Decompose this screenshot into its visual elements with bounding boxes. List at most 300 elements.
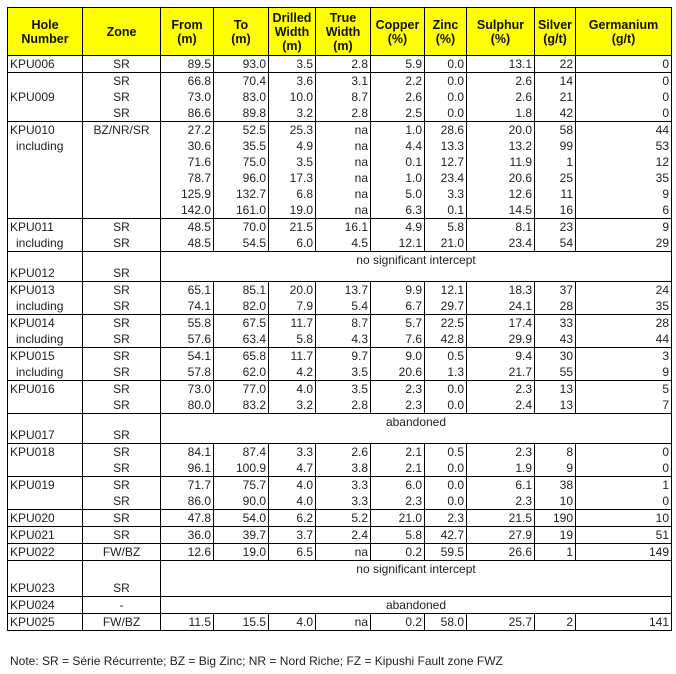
value-cell: 0 bbox=[576, 105, 672, 122]
value-cell: 13 bbox=[535, 381, 576, 398]
value-cell: na bbox=[316, 138, 371, 154]
value-cell: 3 bbox=[576, 348, 672, 365]
table-row bbox=[8, 105, 672, 122]
zone-cell: SR bbox=[83, 315, 161, 332]
value-cell: 2.2 bbox=[371, 73, 425, 90]
value-cell: 1.0 bbox=[371, 122, 425, 139]
value-cell: 74.1 bbox=[161, 298, 214, 315]
value-cell: 17.3 bbox=[269, 170, 316, 186]
zone-cell: SR bbox=[83, 219, 161, 236]
value-cell: 85.1 bbox=[214, 282, 269, 299]
value-cell: 4.9 bbox=[371, 219, 425, 236]
zone-cell: SR bbox=[83, 235, 161, 252]
value-cell: 42.8 bbox=[425, 331, 467, 348]
value-cell: 19.0 bbox=[214, 544, 269, 561]
zone-cell: - bbox=[83, 597, 161, 614]
value-cell: 190 bbox=[535, 510, 576, 527]
value-cell: 21.5 bbox=[467, 510, 535, 527]
value-cell: 21.0 bbox=[425, 235, 467, 252]
table-row bbox=[8, 219, 672, 236]
value-cell: 75.7 bbox=[214, 477, 269, 494]
value-cell: 2.8 bbox=[316, 397, 371, 414]
value-cell: 16.1 bbox=[316, 219, 371, 236]
value-cell: 12.1 bbox=[371, 235, 425, 252]
zone-cell: SR bbox=[83, 381, 161, 398]
value-cell: 6.2 bbox=[269, 510, 316, 527]
value-cell: 3.2 bbox=[269, 397, 316, 414]
value-cell: 4.4 bbox=[371, 138, 425, 154]
value-cell: 6.3 bbox=[371, 202, 425, 219]
hole-number-cell: KPU011 bbox=[8, 219, 83, 236]
table-row bbox=[8, 460, 672, 477]
value-cell: 0.5 bbox=[425, 348, 467, 365]
value-cell: 52.5 bbox=[214, 122, 269, 139]
table-row bbox=[8, 122, 672, 139]
value-cell: 6.8 bbox=[269, 186, 316, 202]
value-cell: 54 bbox=[535, 235, 576, 252]
column-header: True Width (m) bbox=[316, 8, 371, 56]
value-cell: 4.2 bbox=[269, 364, 316, 381]
value-cell: 4.5 bbox=[316, 235, 371, 252]
table-row bbox=[8, 298, 672, 315]
table-row bbox=[8, 138, 672, 154]
zone-cell: SR bbox=[83, 331, 161, 348]
value-cell: 28 bbox=[576, 315, 672, 332]
value-cell: 27.2 bbox=[161, 122, 214, 139]
value-cell: 55 bbox=[535, 364, 576, 381]
value-cell: 0 bbox=[576, 56, 672, 73]
value-cell: 2.6 bbox=[467, 89, 535, 105]
value-cell: 3.3 bbox=[316, 493, 371, 510]
value-cell: 20.6 bbox=[371, 364, 425, 381]
zone-cell bbox=[83, 170, 161, 186]
zone-cell bbox=[83, 202, 161, 219]
value-cell: 21.0 bbox=[371, 510, 425, 527]
table-row bbox=[8, 348, 672, 365]
value-cell: 78.7 bbox=[161, 170, 214, 186]
table-row bbox=[8, 597, 672, 614]
value-cell: 58.0 bbox=[425, 614, 467, 631]
value-cell: 18.3 bbox=[467, 282, 535, 299]
value-cell: 20.0 bbox=[467, 122, 535, 139]
value-cell: 3.5 bbox=[269, 56, 316, 73]
value-cell: 22.5 bbox=[425, 315, 467, 332]
value-cell: 11.7 bbox=[269, 315, 316, 332]
value-cell: 0.0 bbox=[425, 56, 467, 73]
value-cell: 2.3 bbox=[467, 493, 535, 510]
value-cell: 11.7 bbox=[269, 348, 316, 365]
value-cell: 43 bbox=[535, 331, 576, 348]
value-cell: 2.3 bbox=[371, 397, 425, 414]
table-row bbox=[8, 56, 672, 73]
value-cell: 12.6 bbox=[467, 186, 535, 202]
value-cell: 21 bbox=[535, 89, 576, 105]
value-cell: 82.0 bbox=[214, 298, 269, 315]
zone-cell: SR bbox=[83, 414, 161, 444]
column-header: Zone bbox=[83, 8, 161, 56]
value-cell: 90.0 bbox=[214, 493, 269, 510]
value-cell: 6.0 bbox=[269, 235, 316, 252]
value-cell: na bbox=[316, 202, 371, 219]
zone-cell: SR bbox=[83, 298, 161, 315]
value-cell: 0.2 bbox=[371, 614, 425, 631]
hole-number-cell: KPU006 bbox=[8, 56, 83, 73]
value-cell: 14.5 bbox=[467, 202, 535, 219]
value-cell: 37 bbox=[535, 282, 576, 299]
value-cell: 3.8 bbox=[316, 460, 371, 477]
value-cell: 8.7 bbox=[316, 315, 371, 332]
value-cell: 27.9 bbox=[467, 527, 535, 544]
value-cell: 57.8 bbox=[161, 364, 214, 381]
value-cell: 1.3 bbox=[425, 364, 467, 381]
value-cell: 54.5 bbox=[214, 235, 269, 252]
value-cell: 2.3 bbox=[371, 493, 425, 510]
value-cell: 10 bbox=[535, 493, 576, 510]
value-cell: 70.0 bbox=[214, 219, 269, 236]
value-cell: 6.0 bbox=[371, 477, 425, 494]
value-cell: 13.3 bbox=[425, 138, 467, 154]
value-cell: 5.2 bbox=[316, 510, 371, 527]
table-row bbox=[8, 331, 672, 348]
value-cell: 33 bbox=[535, 315, 576, 332]
value-cell: na bbox=[316, 614, 371, 631]
value-cell: 6.5 bbox=[269, 544, 316, 561]
value-cell: 3.5 bbox=[269, 154, 316, 170]
value-cell: 58 bbox=[535, 122, 576, 139]
value-cell: 0 bbox=[576, 444, 672, 461]
value-cell: 3.7 bbox=[269, 527, 316, 544]
value-cell: 12.1 bbox=[425, 282, 467, 299]
value-cell: 0.2 bbox=[371, 544, 425, 561]
value-cell: 7.6 bbox=[371, 331, 425, 348]
hole-number-cell: KPU010 bbox=[8, 122, 83, 139]
zone-cell: SR bbox=[83, 282, 161, 299]
hole-number-cell: KPU014 bbox=[8, 315, 83, 332]
value-cell: 10.0 bbox=[269, 89, 316, 105]
column-header: To (m) bbox=[214, 8, 269, 56]
value-cell: 0 bbox=[576, 460, 672, 477]
value-cell: 96.1 bbox=[161, 460, 214, 477]
hole-number-cell bbox=[8, 105, 83, 122]
hole-number-cell: KPU016 bbox=[8, 381, 83, 398]
value-cell: 1.0 bbox=[371, 170, 425, 186]
hole-number-cell bbox=[8, 202, 83, 219]
value-cell: 53 bbox=[576, 138, 672, 154]
status-message: no significant intercept bbox=[161, 561, 672, 597]
value-cell: 86.0 bbox=[161, 493, 214, 510]
value-cell: 24.1 bbox=[467, 298, 535, 315]
value-cell: 21.5 bbox=[269, 219, 316, 236]
table-row bbox=[8, 252, 672, 282]
zone-cell: SR bbox=[83, 348, 161, 365]
value-cell: 3.2 bbox=[269, 105, 316, 122]
hole-number-cell: KPU025 bbox=[8, 614, 83, 631]
column-header: Silver (g/t) bbox=[535, 8, 576, 56]
value-cell: 12.7 bbox=[425, 154, 467, 170]
zone-cell: SR bbox=[83, 364, 161, 381]
value-cell: 59.5 bbox=[425, 544, 467, 561]
table-row bbox=[8, 154, 672, 170]
value-cell: 5.8 bbox=[269, 331, 316, 348]
value-cell: 9 bbox=[535, 460, 576, 477]
value-cell: 2.3 bbox=[425, 510, 467, 527]
value-cell: 11 bbox=[535, 186, 576, 202]
table-row bbox=[8, 202, 672, 219]
value-cell: 4.7 bbox=[269, 460, 316, 477]
hole-number-cell: KPU009 bbox=[8, 89, 83, 105]
value-cell: 4.0 bbox=[269, 493, 316, 510]
value-cell: 5.8 bbox=[425, 219, 467, 236]
value-cell: 0.0 bbox=[425, 73, 467, 90]
value-cell: 83.0 bbox=[214, 89, 269, 105]
value-cell: 13.7 bbox=[316, 282, 371, 299]
value-cell: 100.9 bbox=[214, 460, 269, 477]
value-cell: 16 bbox=[535, 202, 576, 219]
value-cell: 48.5 bbox=[161, 235, 214, 252]
hole-number-cell: including bbox=[8, 331, 83, 348]
value-cell: 3.3 bbox=[269, 444, 316, 461]
status-message: abandoned bbox=[161, 597, 672, 614]
value-cell: 25 bbox=[535, 170, 576, 186]
zone-cell: SR bbox=[83, 460, 161, 477]
value-cell: 87.4 bbox=[214, 444, 269, 461]
zone-cell: SR bbox=[83, 73, 161, 90]
value-cell: 20.6 bbox=[467, 170, 535, 186]
table-row bbox=[8, 186, 672, 202]
value-cell: 62.0 bbox=[214, 364, 269, 381]
value-cell: 35.5 bbox=[214, 138, 269, 154]
value-cell: 3.3 bbox=[425, 186, 467, 202]
value-cell: 44 bbox=[576, 122, 672, 139]
value-cell: 9.9 bbox=[371, 282, 425, 299]
table-row bbox=[8, 73, 672, 90]
value-cell: na bbox=[316, 170, 371, 186]
value-cell: 2.8 bbox=[316, 56, 371, 73]
value-cell: 142.0 bbox=[161, 202, 214, 219]
value-cell: 89.8 bbox=[214, 105, 269, 122]
hole-number-cell: KPU020 bbox=[8, 510, 83, 527]
zone-cell: SR bbox=[83, 56, 161, 73]
hole-number-cell: including bbox=[8, 364, 83, 381]
value-cell: 2.3 bbox=[467, 381, 535, 398]
value-cell: 0 bbox=[576, 89, 672, 105]
hole-number-cell: KPU024 bbox=[8, 597, 83, 614]
value-cell: 9 bbox=[576, 186, 672, 202]
hole-number-cell: KPU023 bbox=[8, 561, 83, 597]
hole-number-cell: KPU012 bbox=[8, 252, 83, 282]
value-cell: 0.1 bbox=[425, 202, 467, 219]
zone-cell: SR bbox=[83, 561, 161, 597]
value-cell: 63.4 bbox=[214, 331, 269, 348]
value-cell: 3.3 bbox=[316, 477, 371, 494]
value-cell: 15.5 bbox=[214, 614, 269, 631]
zone-cell: BZ/NR/SR bbox=[83, 122, 161, 139]
value-cell: 9.7 bbox=[316, 348, 371, 365]
value-cell: 2.6 bbox=[371, 89, 425, 105]
value-cell: 80.0 bbox=[161, 397, 214, 414]
zone-cell: SR bbox=[83, 527, 161, 544]
table-row bbox=[8, 510, 672, 527]
value-cell: 83.2 bbox=[214, 397, 269, 414]
value-cell: 67.5 bbox=[214, 315, 269, 332]
table-row bbox=[8, 414, 672, 444]
hole-number-cell: KPU018 bbox=[8, 444, 83, 461]
value-cell: 2.4 bbox=[467, 397, 535, 414]
zone-cell bbox=[83, 186, 161, 202]
value-cell: 2.1 bbox=[371, 460, 425, 477]
value-cell: 39.7 bbox=[214, 527, 269, 544]
value-cell: 9.0 bbox=[371, 348, 425, 365]
value-cell: 2.4 bbox=[316, 527, 371, 544]
hole-number-cell: KPU017 bbox=[8, 414, 83, 444]
value-cell: 42.7 bbox=[425, 527, 467, 544]
value-cell: na bbox=[316, 154, 371, 170]
status-message: abandoned bbox=[161, 414, 672, 444]
table-row bbox=[8, 364, 672, 381]
value-cell: 17.4 bbox=[467, 315, 535, 332]
value-cell: 8.1 bbox=[467, 219, 535, 236]
value-cell: 51 bbox=[576, 527, 672, 544]
value-cell: 0.5 bbox=[425, 444, 467, 461]
hole-number-cell: KPU013 bbox=[8, 282, 83, 299]
header-row bbox=[8, 8, 672, 56]
table-row bbox=[8, 444, 672, 461]
value-cell: 125.9 bbox=[161, 186, 214, 202]
zone-cell: SR bbox=[83, 444, 161, 461]
value-cell: 93.0 bbox=[214, 56, 269, 73]
value-cell: 4.0 bbox=[269, 381, 316, 398]
value-cell: 29.7 bbox=[425, 298, 467, 315]
value-cell: 1 bbox=[535, 154, 576, 170]
value-cell: 4.0 bbox=[269, 477, 316, 494]
value-cell: 11.5 bbox=[161, 614, 214, 631]
value-cell: 5.4 bbox=[316, 298, 371, 315]
value-cell: 0.0 bbox=[425, 105, 467, 122]
column-header: Sulphur (%) bbox=[467, 8, 535, 56]
value-cell: 8.7 bbox=[316, 89, 371, 105]
value-cell: 5.9 bbox=[371, 56, 425, 73]
value-cell: 44 bbox=[576, 331, 672, 348]
zone-cell bbox=[83, 138, 161, 154]
zone-cell: SR bbox=[83, 397, 161, 414]
value-cell: 71.7 bbox=[161, 477, 214, 494]
hole-number-cell: including bbox=[8, 298, 83, 315]
hole-number-cell: KPU022 bbox=[8, 544, 83, 561]
column-header: Zinc (%) bbox=[425, 8, 467, 56]
table-row bbox=[8, 493, 672, 510]
value-cell: 5.7 bbox=[371, 315, 425, 332]
value-cell: 1 bbox=[535, 544, 576, 561]
hole-number-cell bbox=[8, 460, 83, 477]
value-cell: 89.5 bbox=[161, 56, 214, 73]
zone-cell: SR bbox=[83, 89, 161, 105]
value-cell: 84.1 bbox=[161, 444, 214, 461]
value-cell: 6.1 bbox=[467, 477, 535, 494]
value-cell: 132.7 bbox=[214, 186, 269, 202]
value-cell: 86.6 bbox=[161, 105, 214, 122]
hole-number-cell bbox=[8, 73, 83, 90]
value-cell: 5.0 bbox=[371, 186, 425, 202]
footnote: Note: SR = Série Récurrente; BZ = Big Zinc; NR = Nord Riche; FZ = Kipushi Fault zone FWZ bbox=[10, 654, 503, 668]
value-cell: 13.1 bbox=[467, 56, 535, 73]
table-row bbox=[8, 397, 672, 414]
value-cell: 54.1 bbox=[161, 348, 214, 365]
value-cell: 3.5 bbox=[316, 364, 371, 381]
value-cell: 8 bbox=[535, 444, 576, 461]
hole-number-cell bbox=[8, 186, 83, 202]
value-cell: 7 bbox=[576, 397, 672, 414]
value-cell: 0.0 bbox=[425, 381, 467, 398]
zone-cell: FW/BZ bbox=[83, 544, 161, 561]
hole-number-cell bbox=[8, 493, 83, 510]
value-cell: 26.6 bbox=[467, 544, 535, 561]
value-cell: 0.0 bbox=[425, 397, 467, 414]
value-cell: 21.7 bbox=[467, 364, 535, 381]
value-cell: 0.0 bbox=[425, 89, 467, 105]
value-cell: 23.4 bbox=[467, 235, 535, 252]
value-cell: na bbox=[316, 186, 371, 202]
zone-cell: SR bbox=[83, 493, 161, 510]
value-cell: 73.0 bbox=[161, 89, 214, 105]
table-row bbox=[8, 614, 672, 631]
value-cell: 35 bbox=[576, 170, 672, 186]
hole-number-cell: including bbox=[8, 235, 83, 252]
table-row bbox=[8, 315, 672, 332]
status-message: no significant intercept bbox=[161, 252, 672, 282]
value-cell: 6.7 bbox=[371, 298, 425, 315]
value-cell: 38 bbox=[535, 477, 576, 494]
value-cell: 30 bbox=[535, 348, 576, 365]
value-cell: 5.8 bbox=[371, 527, 425, 544]
value-cell: 0 bbox=[576, 493, 672, 510]
value-cell: 1.8 bbox=[467, 105, 535, 122]
hole-number-cell bbox=[8, 170, 83, 186]
value-cell: 14 bbox=[535, 73, 576, 90]
table-row bbox=[8, 235, 672, 252]
value-cell: 12 bbox=[576, 154, 672, 170]
value-cell: 29.9 bbox=[467, 331, 535, 348]
column-header: Hole Number bbox=[8, 8, 83, 56]
value-cell: 28 bbox=[535, 298, 576, 315]
value-cell: 12.6 bbox=[161, 544, 214, 561]
value-cell: 19.0 bbox=[269, 202, 316, 219]
value-cell: 23 bbox=[535, 219, 576, 236]
value-cell: 57.6 bbox=[161, 331, 214, 348]
hole-number-cell: including bbox=[8, 138, 83, 154]
value-cell: 25.7 bbox=[467, 614, 535, 631]
value-cell: 161.0 bbox=[214, 202, 269, 219]
value-cell: 70.4 bbox=[214, 73, 269, 90]
zone-cell: SR bbox=[83, 252, 161, 282]
value-cell: 3.6 bbox=[269, 73, 316, 90]
value-cell: 48.5 bbox=[161, 219, 214, 236]
value-cell: 0.0 bbox=[425, 493, 467, 510]
value-cell: 9.4 bbox=[467, 348, 535, 365]
value-cell: 23.4 bbox=[425, 170, 467, 186]
hole-number-cell bbox=[8, 397, 83, 414]
table-row bbox=[8, 170, 672, 186]
value-cell: 2.3 bbox=[467, 444, 535, 461]
value-cell: na bbox=[316, 122, 371, 139]
value-cell: 11.9 bbox=[467, 154, 535, 170]
value-cell: 65.1 bbox=[161, 282, 214, 299]
zone-cell: SR bbox=[83, 510, 161, 527]
hole-number-cell bbox=[8, 154, 83, 170]
value-cell: 28.6 bbox=[425, 122, 467, 139]
value-cell: 19 bbox=[535, 527, 576, 544]
value-cell: 7.9 bbox=[269, 298, 316, 315]
hole-number-cell: KPU015 bbox=[8, 348, 83, 365]
